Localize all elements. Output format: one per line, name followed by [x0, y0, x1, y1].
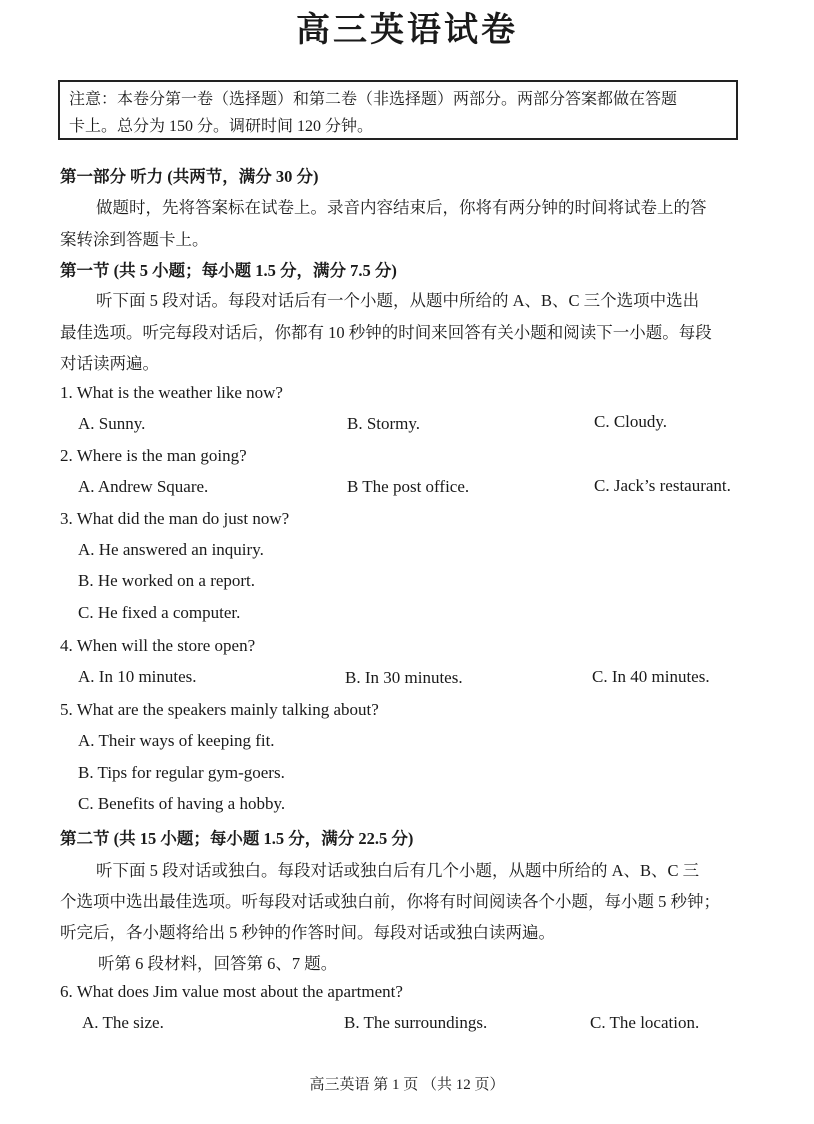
section1-instruction-line-1: 听下面 5 段对话。每段对话后有一个小题，从题中所给的 A、B、C 三个选项中选出	[96, 291, 700, 310]
section2-instruction-line-3: 听完后，各小题将给出 5 秒钟的作答时间。每段对话或独白读两遍。	[60, 923, 555, 942]
question-2-option-c: C. Jack’s restaurant.	[594, 476, 731, 495]
section1-instruction-line-3: 对话读两遍。	[60, 354, 159, 373]
question-3-stem: 3. What did the man do just now?	[60, 509, 290, 528]
notice-line-1: 注意：本卷分第一卷（选择题）和第二卷（非选择题）两部分。两部分答案都做在答题	[69, 91, 678, 108]
part1-instruction-line-1: 做题时，先将答案标在试卷上。录音内容结束后，你将有两分钟的时间将试卷上的答	[96, 198, 707, 217]
question-3-option-b: B. He worked on a report.	[78, 571, 256, 590]
question-4-option-a: A. In 10 minutes.	[78, 667, 197, 686]
question-2-option-a: A. Andrew Square.	[78, 477, 209, 496]
question-5-stem: 5. What are the speakers mainly talking about?	[60, 700, 379, 719]
question-1-stem: 1. What is the weather like now?	[60, 383, 283, 402]
section1-heading: 第一节 (共 5 小题；每小题 1.5 分，满分 7.5 分)	[60, 261, 397, 280]
notice-line-2: 卡上。总分为 150 分。调研时间 120 分钟。	[69, 118, 374, 135]
question-5-option-b: B. Tips for regular gym-goers.	[78, 763, 285, 782]
section2-heading: 第二节 (共 15 小题；每小题 1.5 分，满分 22.5 分)	[60, 829, 414, 848]
section2-instruction-line-2: 个选项中选出最佳选项。听每段对话或独白前，你将有时间阅读各个小题，每小题 5 秒钟；	[60, 892, 720, 911]
question-6-option-b: B. The surroundings.	[344, 1013, 488, 1032]
question-4-stem: 4. When will the store open?	[60, 636, 256, 655]
part1-heading: 第一部分 听力 (共两节，满分 30 分)	[60, 167, 319, 186]
question-1-option-c: C. Cloudy.	[594, 412, 668, 431]
question-2-stem: 2. Where is the man going?	[60, 446, 247, 465]
question-3-option-c: C. He fixed a computer.	[78, 603, 241, 622]
section2-instruction-line-1: 听下面 5 段对话或独白。每段对话或独白后有几个小题，从题中所给的 A、B、C 三	[96, 861, 700, 880]
question-1-option-b: B. Stormy.	[347, 414, 421, 433]
question-3-option-a: A. He answered an inquiry.	[78, 540, 264, 559]
question-4-option-c: C. In 40 minutes.	[592, 667, 710, 686]
material-6-intro: 听第 6 段材料，回答第 6、7 题。	[98, 954, 338, 973]
notice-box	[58, 80, 738, 140]
question-2-option-b: B The post office.	[347, 477, 470, 496]
question-4-option-b: B. In 30 minutes.	[345, 668, 463, 687]
section1-instruction-line-2: 最佳选项。听完每段对话后，你都有 10 秒钟的时间来回答有关小题和阅读下一小题。每段	[60, 323, 712, 342]
page-title: 高三英语试卷	[296, 10, 518, 50]
question-6-option-c: C. The location.	[590, 1013, 700, 1032]
question-5-option-c: C. Benefits of having a hobby.	[78, 794, 286, 813]
question-1-option-a: A. Sunny.	[78, 414, 146, 433]
page-footer: 高三英语 第 1 页 （共 12 页）	[309, 1077, 505, 1093]
part1-instruction-line-2: 案转涂到答题卡上。	[60, 230, 209, 249]
question-6-stem: 6. What does Jim value most about the apartment?	[60, 982, 403, 1001]
question-6-option-a: A. The size.	[82, 1013, 164, 1032]
question-5-option-a: A. Their ways of keeping fit.	[78, 731, 275, 750]
